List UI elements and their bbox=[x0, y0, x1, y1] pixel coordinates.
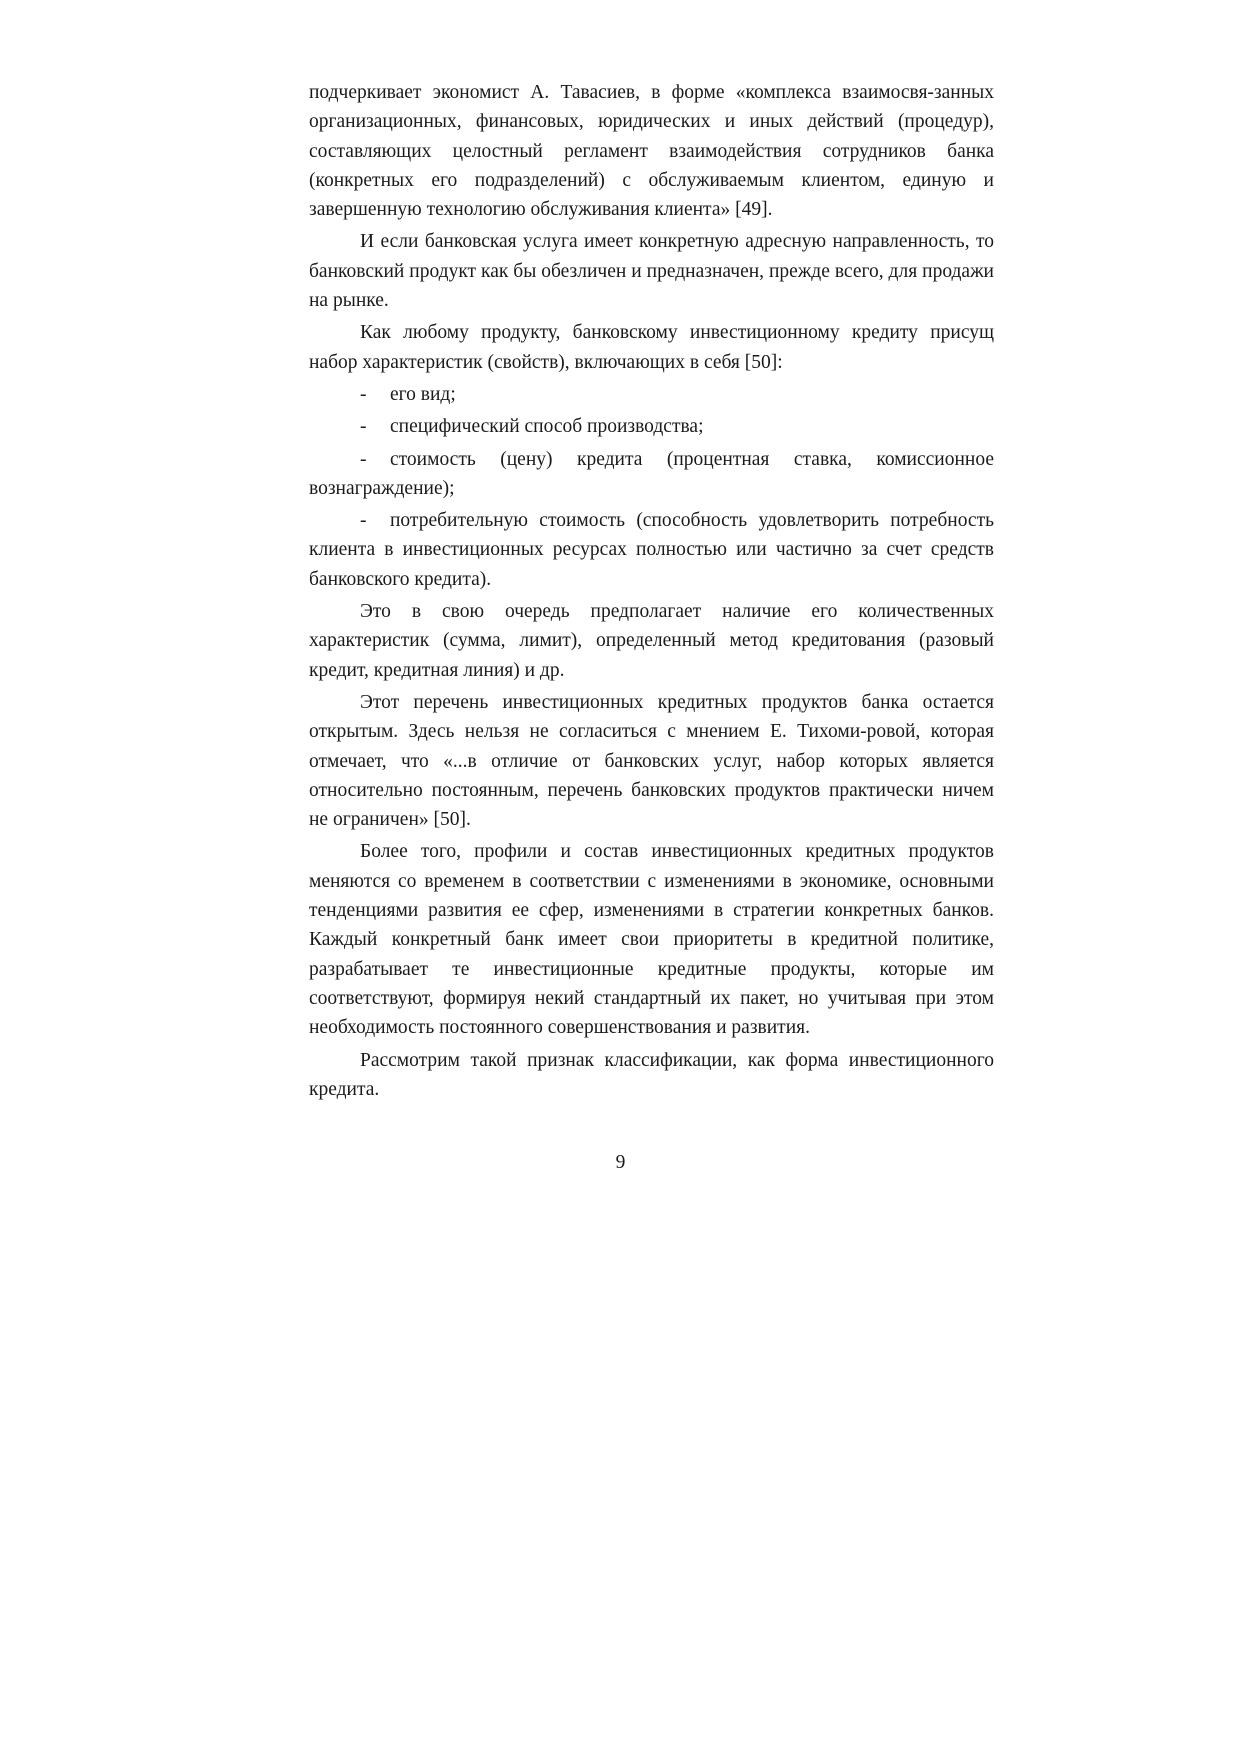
page-body bbox=[309, 78, 994, 1107]
list-marker: - bbox=[360, 448, 367, 470]
paragraph: Как любому продукту, банковскому инвестиционному кредиту присущ набор характеристик (свойств), включающих в себя [50]: bbox=[309, 322, 994, 373]
paragraph-continuation: подчеркивает экономист А. Тавасиев, в форме «комплекса взаимосвя-занных организационных, финансовых, юридических и иных действий (процедур), составляющих целостный регламент взаимодействия сотрудников банка (конкретных его подразделений) с обслуживаемым клиентом, единую и завершенную технологию обслуживания клиента» [49]. bbox=[309, 82, 994, 221]
list-item bbox=[309, 380, 994, 409]
list-marker: - bbox=[360, 510, 367, 532]
list-item-text: стоимость (цену) кредита (процентная ставка, комиссионное вознаграждение); bbox=[309, 448, 994, 499]
paragraph: Более того, профили и состав инвестиционных кредитных продуктов меняются со временем в соответствии с изменениями в экономике, основными тенденциями развития ее сфер, изменениями в стратегии конкретных банков. Каждый конкретный банк имеет свои приоритеты в кредитной политике, разрабатывает те инвестиционные кредитные продукты, которые им соответствуют, формируя некий стандартный их пакет, но учитывая при этом необходимость постоянного совершенствования и развития. bbox=[309, 841, 994, 1039]
page-number: 9 bbox=[615, 1152, 626, 1173]
paragraph: И если банковская услуга имеет конкретную адресную направленность, то банковский продукт как бы обезличен и предназначен, прежде всего, для продажи на рынке. bbox=[309, 231, 994, 312]
list-item-text: специфический способ производства; bbox=[390, 416, 704, 438]
paragraph: Это в свою очередь предполагает наличие его количественных характеристик (сумма, лимит), определенный метод кредитования (разовый кредит, кредитная линия) и др. bbox=[309, 601, 994, 681]
paragraph: Этот перечень инвестиционных кредитных продуктов банка остается открытым. Здесь нельзя не согласиться с мнением Е. Тихоми-ровой, которая отмечает, что «...в отличие от банковских услуг, набор которых является относительно постоянным, перечень банковских продуктов практически ничем не ограничен» [50]. bbox=[309, 691, 994, 831]
list-marker: - bbox=[360, 383, 367, 405]
list-item bbox=[309, 506, 994, 594]
list-item bbox=[309, 445, 994, 504]
list-marker: - bbox=[360, 416, 367, 438]
list-item-text: потребительную стоимость (способность удовлетворить потребность клиента в инвестиционных ресурсах полностью или частично за счет средств банковского кредита). bbox=[309, 510, 994, 590]
list-item bbox=[309, 412, 994, 441]
paragraph: Рассмотрим такой признак классификации, как форма инвестиционного кредита. bbox=[309, 1049, 994, 1100]
list-item-text: его вид; bbox=[390, 383, 456, 405]
